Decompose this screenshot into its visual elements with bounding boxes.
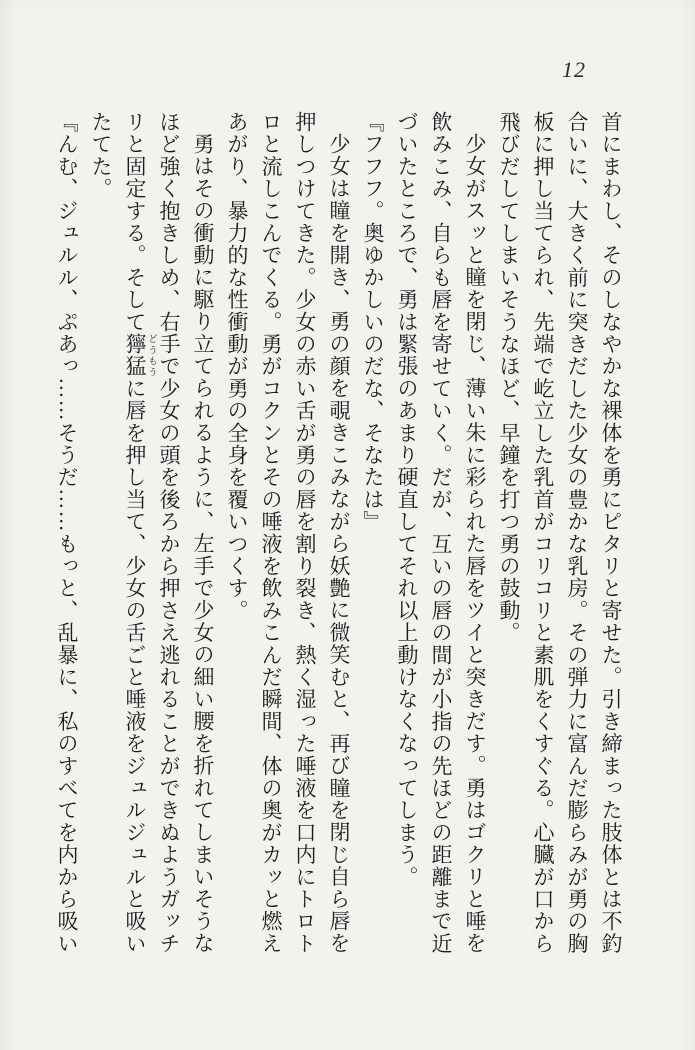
paragraph: 首にまわし、そのしなやかな裸体を勇にピタリと寄せた。引き締まった肢体とは不釣合いに、大きく前に突きだした少女の豊かな乳房。その弾力に富んだ膨らみが勇の胸板に押し当てられ、先端で屹立した乳首がコリコリと素肌をくすぐる。心臓が口から飛びだしてしまいそうなほど、早鐘を打つ勇の鼓動。 (497, 111, 623, 955)
furigana-ruby: 獰猛 どうもう (123, 333, 156, 378)
paragraph: 勇はその衝動に駆り立てられるように、左手で少女の細い腰を折れてしまいそうなほど強く抱きしめ、右手で少女の頭を後ろから押さえ逃れることができぬようガッチリと固定する。そして獰猛 どうもうに唇を押し当て、少女の舌ごと唾液をジュルジュルと吸いたてた。 (89, 111, 215, 955)
paragraph: 『んむ、ジュルル、ぷあっ……そうだ……もっと、乱暴に、私のすべてを内から吸い (55, 111, 79, 955)
paragraph: 『フフフ。奥ゆかしいのだな、そなたは』 (361, 111, 385, 533)
paragraph: 少女がスッと瞳を閉じ、薄い朱に彩られた唇をツイと突きだす。勇はゴクリと唾を飲みこみ、自らも唇を寄せていく。だが、互いの唇の間が小指の先ほどの距離まで近づいたところで、勇は緊張のあまり硬直してそれ以上動けなくなってしまう。 (395, 111, 487, 955)
paragraph: 少女は瞳を開き、勇の顔を覗きこみながら妖艶に微笑むと、再び瞳を閉じ自ら唇を押しつけてきた。少女の赤い舌が勇の唇を割り裂き、熱く湿った唾液を口内にトロトロと流しこんでくる。勇がコクンとその唾液を飲みこんだ瞬間、体の奥がカッと燃えあがり、暴力的な性衝動が勇の全身を覆いつくす。 (225, 111, 351, 955)
vertical-text-block (28, 111, 628, 956)
page-number: 12 (562, 57, 586, 82)
